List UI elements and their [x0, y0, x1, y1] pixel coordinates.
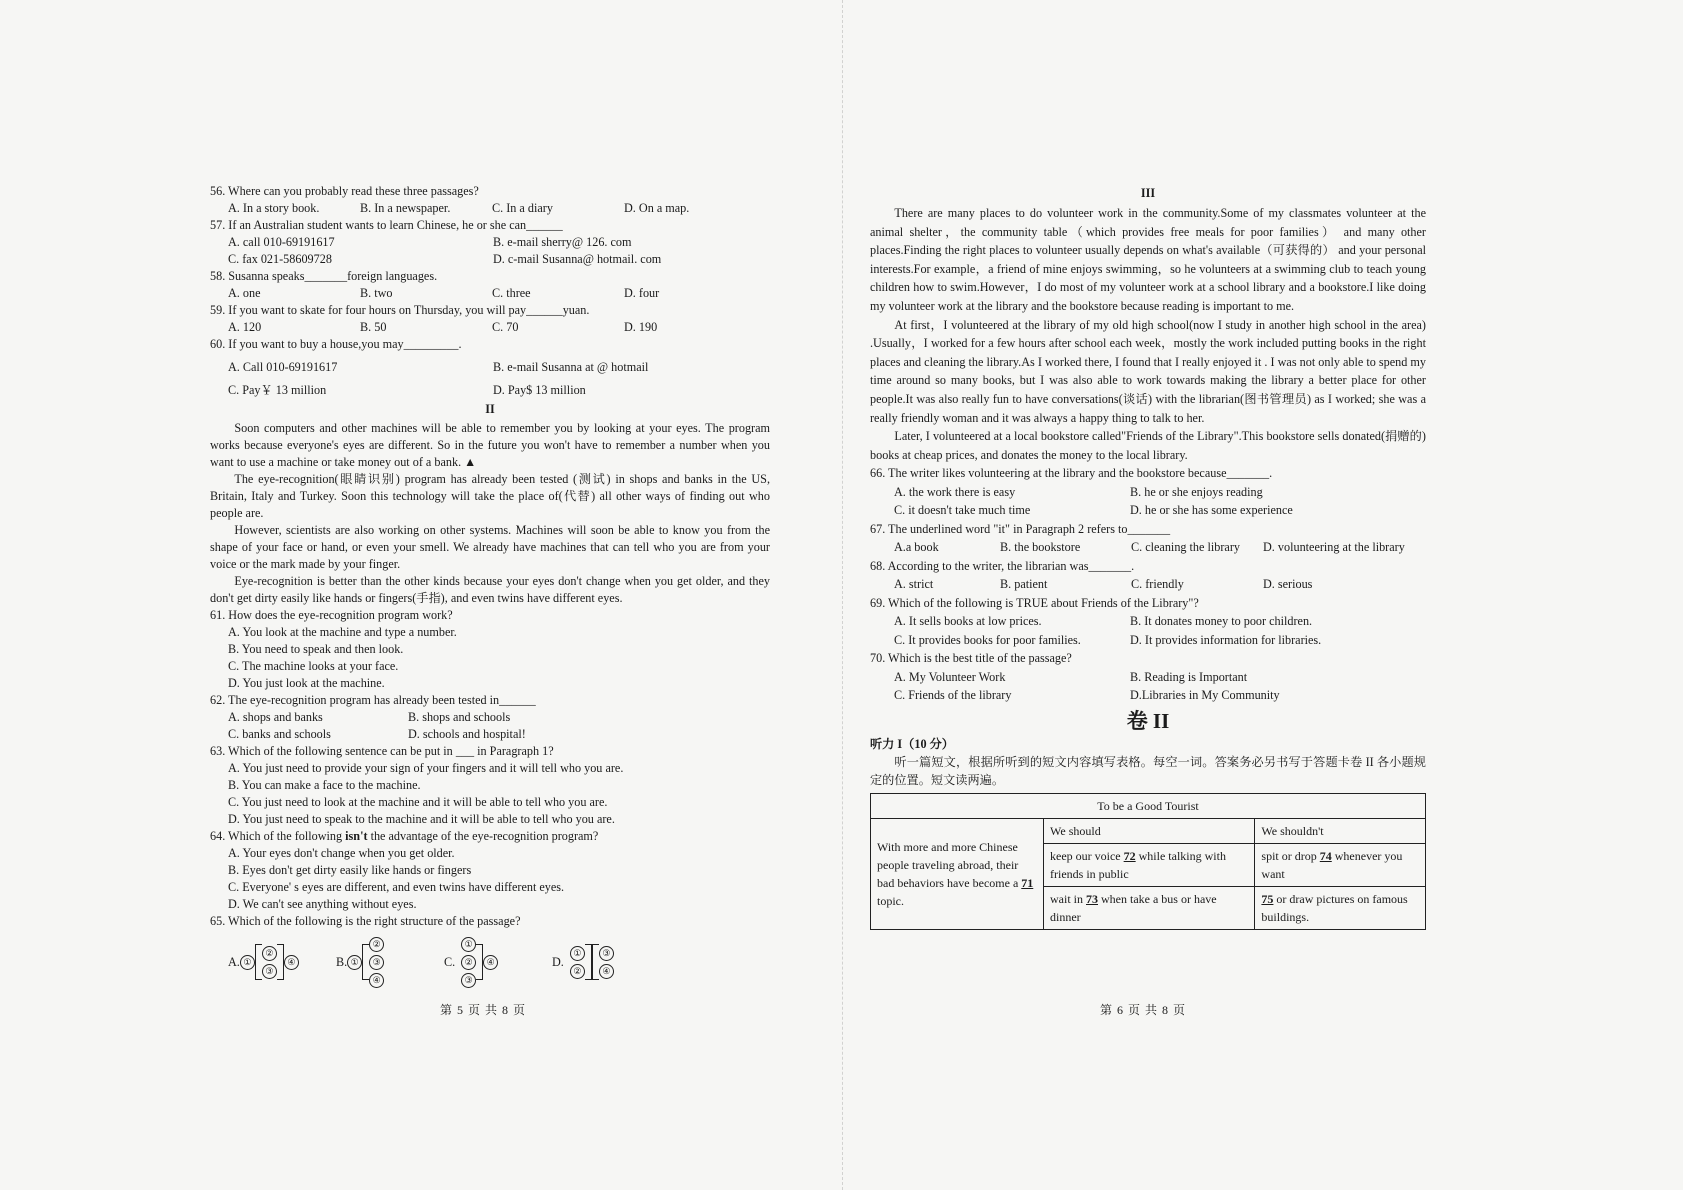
page-5-footer: 第 5 页 共 8 页 — [440, 1003, 527, 1017]
q63-option-b: B. You can make a face to the machine. — [228, 778, 421, 792]
passage-2-paragraph-1: Soon computers and other machines will be able to remember you by looking at your eyes. The program works because everyone's eyes are different. So in the future you won't have to remember a number when you want to use a machine or take money out of a bank. ▲ — [210, 421, 770, 469]
q61-option-d: D. You just look at the machine. — [228, 676, 385, 690]
left-page — [210, 183, 770, 1023]
right-page — [870, 183, 1426, 1023]
section-heading-2: II — [485, 402, 495, 416]
option: C. In a diary — [492, 201, 553, 215]
passage-2-paragraph-3: However, scientists are also working on other systems. Machines will soon be able to know you from the shape of your face or hand, or even your smell. We already have machines that can tell who you are from your voice or the mark made by your finger. — [210, 523, 770, 571]
structure-option-b: B. ① ② ③ ④ — [336, 937, 444, 988]
option: C. fax 021-58609728 — [228, 252, 332, 266]
structure-option-c: C. ① ② ③ ④ — [444, 937, 552, 988]
q69-options-cd: C. It provides books for poor families. D. It provides information for libraries. — [894, 632, 1322, 647]
q63-option-a: A. You just need to provide your sign of your fingers and it will tell who you are. — [228, 761, 624, 775]
option: B. e-mail sherry@ 126. com — [493, 235, 632, 249]
shouldnt-item-1: spit or drop 74 whenever you want — [1255, 843, 1426, 886]
option: D. 190 — [624, 320, 658, 334]
question-64: 64. Which of the following isn't the advantage of the eye-recognition program? — [210, 829, 599, 843]
question-59: 59. If you want to skate for four hours on Thursday, you will pay______yuan. — [210, 303, 590, 317]
shouldnt-item-2: 75 or draw pictures on famous buildings. — [1255, 886, 1426, 929]
option: A. Call 010-69191617 — [228, 360, 338, 374]
q61-option-c: C. The machine looks at your face. — [228, 659, 399, 673]
q69-options-ab: A. It sells books at low prices. B. It donates money to poor children. — [894, 614, 1313, 629]
question-68: 68. According to the writer, the librarian was_______. — [870, 558, 1135, 573]
passage-2-paragraph-4: Eye-recognition is better than the other kinds because your eyes don't change when you get older, and they don't get dirty easily like hands or fingers(手指), and even twins have different eyes. — [210, 574, 770, 605]
option: D. On a map. — [624, 201, 690, 215]
option: B. 50 — [360, 320, 387, 334]
page-fold — [842, 0, 843, 1190]
q66-options-cd: C. it doesn't take much time D. he or she has some experience — [894, 503, 1293, 518]
option: C. 70 — [492, 320, 519, 334]
question-70: 70. Which is the best title of the passage? — [870, 651, 1072, 666]
listening-instructions: 听一篇短文，根据所听到的短文内容填写表格。每空一词。答案务必另书写于答题卡卷 II 各小题规定的位置。短文读两遍。 — [870, 754, 1426, 787]
blank-74: 74 — [1319, 848, 1332, 863]
blank-73: 73 — [1086, 891, 1098, 906]
passage-3-paragraph-2: At first，I volunteered at the library of my old high school(now I study in another high school in the area) .Usually，I worked for a few hours after school each week，mostly the work included putting books in the right places and cleaning the library.As I worked there, I found that I really enjoyed it . I was not only able to spend my time around so many books, but I was also able to work towards making the library a better place for other people.It was also really fun to have conversations(谈话) with the librarian(图书管理员) as I worked; she was a really friendly woman and it was always a happy thing to talk to her. — [870, 317, 1426, 425]
blank-75: 75 — [1261, 891, 1274, 906]
question-60: 60. If you want to buy a house,you may_________. — [210, 337, 462, 351]
blank-72: 72 — [1123, 848, 1136, 863]
option: B. In a newspaper. — [360, 201, 451, 215]
listening-title: 听力 I（10 分） — [870, 736, 954, 751]
q61-option-b: B. You need to speak and then look. — [228, 642, 404, 656]
option: D. Pay$ 13 million — [493, 383, 586, 397]
section-heading-3: III — [1140, 186, 1156, 200]
volume-2-heading: 卷 II — [1126, 708, 1170, 733]
should-item-1: keep our voice 72 while talking with friends in public — [1044, 843, 1255, 886]
q70-options-ab: A. My Volunteer Work B. Reading is Important — [894, 669, 1248, 684]
q64-option-b: B. Eyes don't get dirty easily like hands or fingers — [228, 863, 472, 877]
q62-options-cd: C. banks and schools D. schools and hospital! — [228, 727, 526, 741]
passage-2-paragraph-2: The eye-recognition(眼睛识别) program has already been tested (测试) in shops and banks in the US, Britain, Italy and Turkey. Soon this technology will take the place of(代替) all other ways of finding out who people are. — [210, 472, 770, 520]
good-tourist-table — [870, 793, 1426, 930]
q67-options: A.a book B. the bookstore C. cleaning the library D. volunteering at the library — [894, 540, 1405, 555]
question-61: 61. How does the eye-recognition program work? — [210, 608, 453, 622]
q64-option-a: A. Your eyes don't change when you get older. — [228, 846, 455, 860]
q64-option-d: D. We can't see anything without eyes. — [228, 897, 417, 911]
q66-options-ab: A. the work there is easy B. he or she enjoys reading — [894, 484, 1263, 499]
question-58: 58. Susanna speaks_______foreign languages. — [210, 269, 438, 283]
question-56: 56. Where can you probably read these three passages? — [210, 184, 479, 198]
page-6-footer: 第 6 页 共 8 页 — [1100, 1003, 1187, 1017]
q56-options — [228, 200, 770, 217]
q61-option-a: A. You look at the machine and type a number. — [228, 625, 457, 639]
q57-options-ab — [228, 234, 770, 251]
q68-options: A. strict B. patient C. friendly D. serious — [894, 577, 1313, 592]
table-title: To be a Good Tourist — [871, 793, 1426, 818]
option: C. three — [492, 286, 531, 300]
option: A. call 010-69191617 — [228, 235, 335, 249]
option: A. one — [228, 286, 261, 300]
question-57: 57. If an Australian student wants to learn Chinese, he or she can______ — [210, 218, 563, 232]
structure-diagram-options — [228, 936, 770, 988]
q60-options-ab — [228, 359, 770, 376]
blank-71: 71 — [1021, 875, 1034, 890]
question-63: 63. Which of the following sentence can be put in ___ in Paragraph 1? — [210, 744, 554, 758]
should-item-2: wait in 73 when take a bus or have dinner — [1044, 886, 1255, 929]
we-shouldnt-header: We shouldn't — [1255, 818, 1426, 843]
structure-option-d: D. ① ② ③ ④ — [552, 944, 660, 980]
option: C. Pay￥ 13 million — [228, 383, 327, 397]
q63-option-c: C. You just need to look at the machine and it will be able to tell who you are. — [228, 795, 608, 809]
question-67: 67. The underlined word "it" in Paragraph 2 refers to_______ — [870, 521, 1171, 536]
q63-option-d: D. You just need to speak to the machine and it will be able to tell who you are. — [228, 812, 615, 826]
passage-3-paragraph-1: There are many places to do volunteer work in the community.Some of my classmates volunteer at the animal shelter，the community table（which provides free meals for poor families） and many other places.Finding the right places to volunteer usually depends on what's available（可获得的） and your personal interests.For example，a friend of mine enjoys swimming，so he volunteers at a swimming club to teach young children how to swim.However，I do most of my volunteer work at a school library and a bookstore.I like doing my volunteer work at the library and the bookstore because reading is important to me. — [870, 206, 1426, 313]
q62-options-ab: A. shops and banks B. shops and schools — [228, 710, 511, 724]
option: A. 120 — [228, 320, 262, 334]
question-69: 69. Which of the following is TRUE about Friends of the Library"? — [870, 595, 1199, 610]
table-intro-cell: With more and more Chinese people traveling abroad, their bad behaviors have become a 71 topic. — [871, 818, 1044, 929]
q58-options — [228, 285, 770, 302]
we-should-header: We should — [1044, 818, 1255, 843]
option: D. c-mail Susanna@ hotmail. com — [493, 252, 662, 266]
q59-options — [228, 319, 770, 336]
question-62: 62. The eye-recognition program has already been tested in______ — [210, 693, 536, 707]
question-66: 66. The writer likes volunteering at the library and the bookstore because_______. — [870, 466, 1273, 481]
q60-options-cd — [228, 382, 770, 399]
option: A. In a story book. — [228, 201, 320, 215]
question-65: 65. Which of the following is the right structure of the passage? — [210, 914, 521, 928]
structure-option-a: A. ① ② ③ ④ — [228, 944, 336, 980]
q70-options-cd: C. Friends of the library D.Libraries in My Community — [894, 688, 1280, 703]
option: B. e-mail Susanna at @ hotmail — [493, 360, 649, 374]
q64-option-c: C. Everyone' s eyes are different, and even twins have different eyes. — [228, 880, 565, 894]
passage-3-paragraph-3: Later, I volunteered at a local bookstore called"Friends of the Library".This bookstore sells donated(捐赠的) books at cheap prices, and donates the money to the local library. — [870, 429, 1426, 462]
q57-options-cd — [228, 251, 770, 268]
option: B. two — [360, 286, 393, 300]
option: D. four — [624, 286, 660, 300]
